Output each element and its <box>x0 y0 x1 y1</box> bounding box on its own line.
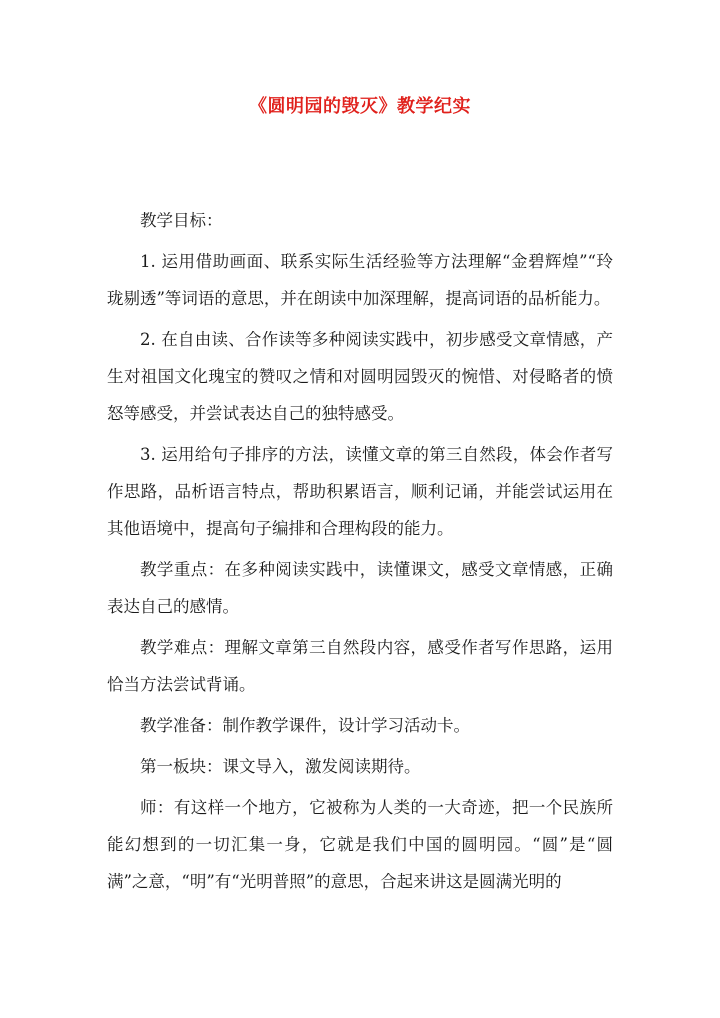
teaching-preparation: 教学准备：制作教学课件，设计学习活动卡。 <box>140 716 470 735</box>
section-heading-block-1: 第一板块：课文导入，激发阅读期待。 <box>140 757 421 776</box>
teacher-dialogue-paragraph: 师：有这样一个地方，它被称为人类的一大奇迹，把一个民族所能幻想到的一切汇集一身，它就是我们中国的圆明园。“圆”是“圆满”之意，“明”有“光明普照”的意思，合起来讲这是圆满光明的 <box>107 798 613 891</box>
objective-item-2: 2. 在自由读、合作读等多种阅读实践中，初步感受文章情感，产生对祖国文化瑰宝的赞叹之情和对圆明园毁灭的惋惜、对侵略者的愤怒等感受，并尝试表达自己的独特感受。 <box>107 330 613 423</box>
teaching-key-points: 教学重点：在多种阅读实践中，读懂课文，感受文章情感，正确表达自己的感情。 <box>107 560 613 616</box>
objective-item-1: 1. 运用借助画面、联系实际生活经验等方法理解“金碧辉煌”“玲珑剔透”等词语的意思，并在朗读中加深理解，提高词语的品析能力。 <box>107 252 613 308</box>
document-body <box>107 202 613 904</box>
objective-item-3: 3. 运用给句子排序的方法，读懂文章的第三自然段，体会作者写作思路，品析语言特点，帮助积累语言，顺利记诵，并能尝试运用在其他语境中，提高句子编排和合理构段的能力。 <box>107 445 613 538</box>
document-title: 《圆明园的毁灭》教学纪实 <box>249 96 471 117</box>
section-heading-objectives: 教学目标： <box>140 211 223 230</box>
teaching-difficulties: 教学难点：理解文章第三自然段内容，感受作者写作思路，运用恰当方法尝试背诵。 <box>107 638 613 694</box>
